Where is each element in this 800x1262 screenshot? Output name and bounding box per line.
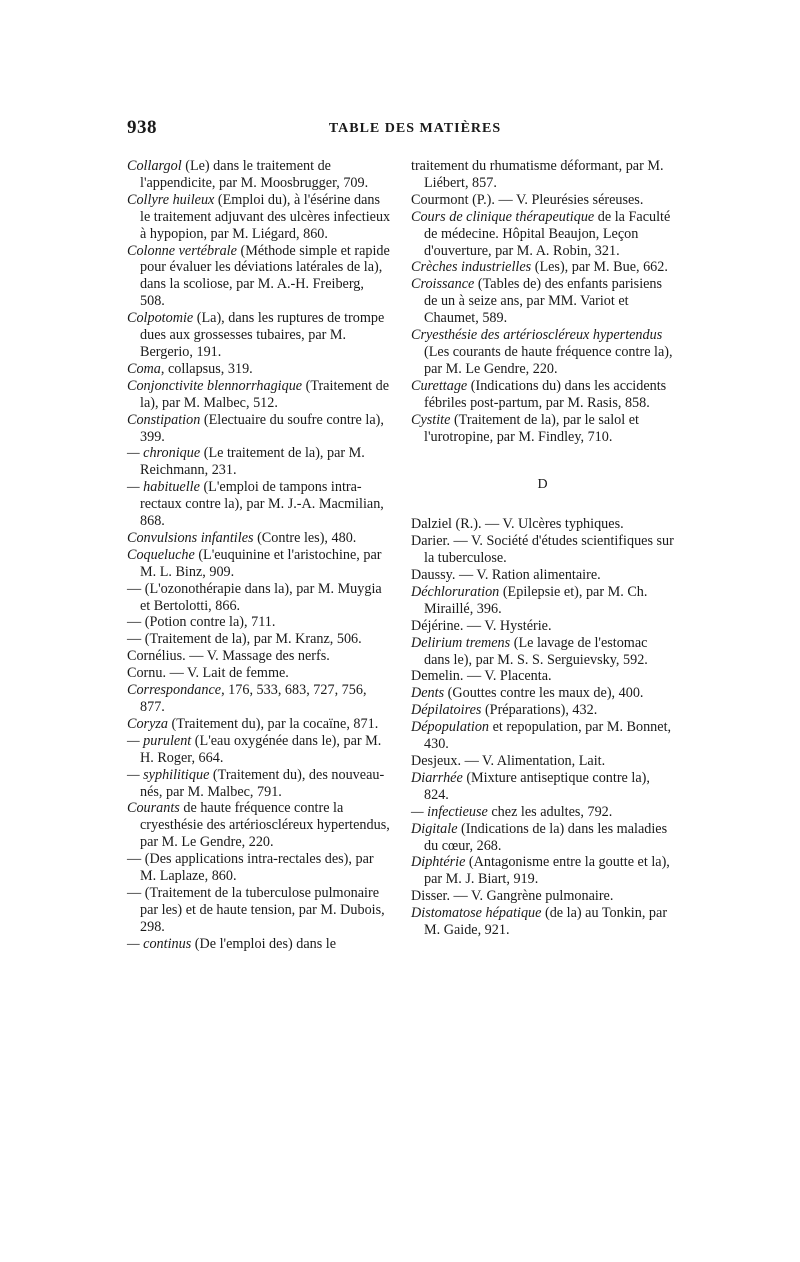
- index-entry: [411, 259, 674, 276]
- index-entry: [411, 276, 674, 327]
- entry-text: (Indications du) dans les accidents fébriles post-partum, par M. Rasis, 858.: [424, 377, 667, 411]
- index-entry: [411, 516, 674, 533]
- entry-heading: Curettage: [411, 377, 468, 394]
- index-entry: [127, 631, 392, 648]
- index-entry: [127, 767, 392, 801]
- entry-text: (Epilepsie et), par M. Ch. Miraillé, 396.: [424, 583, 648, 617]
- entry-text: Daussy. — V. Ration alimentaire.: [411, 567, 601, 584]
- index-entry: [127, 800, 392, 851]
- index-entry: [411, 567, 674, 584]
- entry-text: , collapsus, 319.: [160, 360, 253, 377]
- entry-text: et repopulation, par M. Bonnet, 430.: [424, 719, 672, 753]
- entry-text: chez les adultes, 792.: [487, 803, 613, 820]
- entry-heading: Colonne vertébrale: [127, 242, 237, 259]
- index-entry: [411, 584, 674, 618]
- index-entry: [411, 327, 674, 378]
- right-column-entries-c: [411, 158, 674, 445]
- index-entry: [127, 885, 392, 936]
- index-entry: [411, 533, 674, 567]
- entry-text: (Les), par M. Bue, 662.: [531, 259, 668, 276]
- index-entry: [411, 685, 674, 702]
- index-entry: [411, 719, 674, 753]
- entry-text: (Electuaire du soufre contre la), 399.: [140, 411, 384, 445]
- entry-text: (Antagonisme entre la goutte et la), par M. J. Biart, 919.: [424, 854, 670, 888]
- index-entry: [127, 412, 392, 446]
- entry-text: (Méthode simple et rapide pour évaluer les déviations latérales de la), dans la scoliose, par M. A.-H. Freiberg, 508.: [140, 242, 390, 310]
- entry-text: traitement du rhumatisme déformant, par M. Liébert, 857.: [411, 158, 664, 191]
- index-entry: [127, 158, 392, 192]
- entry-heading: Diarrhée: [411, 769, 463, 786]
- entry-text: (Emploi du), à l'ésérine dans le traitement adjuvant des ulcères infectieux à hypopion, par M. Liégard, 860.: [140, 191, 391, 242]
- index-entry: [411, 702, 674, 719]
- entry-heading: Distomatose hépatique: [411, 905, 542, 922]
- entry-heading: Déchloruration: [411, 583, 500, 600]
- entry-text: (Traitement de la), par le salol et l'urotropine, par M. Findley, 710.: [424, 411, 639, 445]
- entry-text: — (L'ozonothérapie dans la), par M. Muygia et Bertolotti, 866.: [127, 580, 382, 614]
- entry-heading: Collargol: [127, 158, 182, 174]
- entry-text: (Mixture antiseptique contre la), 824.: [424, 769, 650, 803]
- index-entry: [127, 665, 392, 682]
- entry-heading: — syphilitique: [127, 766, 210, 783]
- index-entry: [127, 378, 392, 412]
- entry-text: Courmont (P.). — V. Pleurésies séreuses.: [411, 191, 644, 208]
- entry-text: Darier. — V. Société d'études scientifiques sur la tuberculose.: [411, 533, 674, 567]
- entry-text: (L'eau oxygénée dans le), par M. H. Roger, 664.: [140, 732, 382, 766]
- entry-heading: — habituelle: [127, 479, 200, 496]
- entry-text: (Traitement du), par la cocaïne, 871.: [168, 715, 379, 732]
- entry-text: — (Traitement de la tuberculose pulmonaire par les) et de haute tension, par M. Dubois, 298.: [127, 884, 385, 935]
- entry-text: (Tables de) des enfants parisiens de un à seize ans, par MM. Variot et Chaumet, 589.: [424, 276, 663, 327]
- entry-heading: Colpotomie: [127, 310, 194, 327]
- index-entry: [411, 770, 674, 804]
- left-column: [127, 158, 392, 953]
- index-entry: [127, 547, 392, 581]
- index-entry: [411, 821, 674, 855]
- entry-text: (Indications de la) dans les maladies du cœur, 268.: [424, 820, 668, 854]
- entry-text: Desjeux. — V. Alimentation, Lait.: [411, 753, 606, 769]
- index-entry: [127, 716, 392, 733]
- entry-text: Cornu. — V. Lait de femme.: [127, 665, 289, 682]
- page-number: 938: [127, 117, 157, 138]
- entry-heading: Croissance: [411, 276, 475, 293]
- entry-text: (La), dans les ruptures de trompe dues aux grossesses tubaires, par M. Bergerio, 191.: [140, 310, 385, 360]
- entry-heading: Convulsions infantiles: [127, 529, 254, 546]
- entry-text: (Le) dans le traitement de l'appendicite, par M. Moosbrugger, 709.: [140, 158, 369, 191]
- index-entry: [411, 888, 674, 905]
- running-title: TABLE DES MATIÈRES: [328, 121, 502, 136]
- entry-heading: Crèches industrielles: [411, 259, 532, 276]
- index-entry: [411, 753, 674, 770]
- index-entry: [411, 209, 674, 260]
- index-entry: [411, 412, 674, 446]
- entry-text: — (Traitement de la), par M. Kranz, 506.: [127, 631, 362, 648]
- entry-heading: Courants: [127, 800, 180, 817]
- entry-heading: Coryza: [127, 715, 168, 732]
- entry-heading: Cours de clinique thérapeutique: [411, 208, 595, 225]
- index-entry: [127, 648, 392, 665]
- entry-text: (L'euquinine et l'aristochine, par M. L. Binz, 909.: [140, 546, 382, 580]
- entry-text: (Les courants de haute fréquence contre la), par M. Le Gendre, 220.: [424, 343, 673, 377]
- entry-text: (Le lavage de l'estomac dans le), par M. S. S. Serguievsky, 592.: [424, 634, 648, 668]
- index-entry: [127, 361, 392, 378]
- entry-text: Disser. — V. Gangrène pulmonaire.: [411, 888, 614, 905]
- index-entry: [411, 192, 674, 209]
- index-entry: [411, 668, 674, 685]
- index-entry: [411, 618, 674, 635]
- entry-text: — (Potion contre la), 711.: [127, 614, 276, 631]
- right-column: [411, 158, 674, 939]
- index-entry: [127, 310, 392, 361]
- index-entry: [127, 936, 392, 953]
- index-entry: [127, 192, 392, 243]
- index-entry: [127, 733, 392, 767]
- entry-heading: Cryesthésie des artérioscléreux hypertendus: [411, 327, 663, 344]
- entry-text: (Gouttes contre les maux de), 400.: [444, 685, 644, 702]
- entry-heading: Digitale: [411, 820, 458, 837]
- index-entry: [127, 581, 392, 615]
- entry-text: (De l'emploi des) dans le: [191, 935, 337, 952]
- index-entry: [411, 905, 674, 939]
- entry-text: (de la) au Tonkin, par M. Gaide, 921.: [424, 905, 668, 939]
- entry-heading: — continus: [127, 935, 192, 952]
- index-entry: [127, 530, 392, 547]
- index-entry: [127, 445, 392, 479]
- entry-heading: Dents: [411, 685, 445, 702]
- entry-heading: Correspondance: [127, 682, 222, 699]
- entry-text: (Traitement du), des nouveau-nés, par M. Malbec, 791.: [140, 766, 385, 800]
- index-entry: [127, 479, 392, 530]
- entry-text: de la Faculté de médecine. Hôpital Beaujon, Leçon d'ouverture, par M. A. Robin, 321.: [424, 208, 671, 259]
- entry-heading: Coma: [127, 360, 161, 377]
- entry-text: (Traitement de la), par M. Malbec, 512.: [140, 377, 390, 411]
- index-entry: [411, 804, 674, 821]
- entry-text: (Préparations), 432.: [481, 702, 598, 719]
- index-entry: [127, 243, 392, 311]
- entry-heading: Diphtérie: [411, 854, 466, 871]
- index-entry: [411, 158, 674, 192]
- index-entry: [127, 614, 392, 631]
- index-entry: [127, 851, 392, 885]
- entry-text: Dalziel (R.). — V. Ulcères typhiques.: [411, 516, 624, 533]
- index-entry: [411, 854, 674, 888]
- entry-text: Cornélius. — V. Massage des nerfs.: [127, 648, 330, 665]
- entry-text: Demelin. — V. Placenta.: [411, 668, 552, 685]
- entry-text: de haute fréquence contre la cryesthésie des artérioscléreux hypertendus, par M. Le Gendre, 220.: [140, 800, 390, 851]
- entry-text: Déjérine. — V. Hystérie.: [411, 617, 552, 634]
- entry-text: — (Des applications intra-rectales des), par M. Laplaze, 860.: [127, 851, 374, 885]
- entry-heading: — purulent: [127, 732, 192, 749]
- entry-heading: Cystite: [411, 411, 451, 428]
- entry-heading: Coqueluche: [127, 546, 195, 563]
- entry-heading: Dépilatoires: [411, 702, 482, 719]
- entry-heading: Collyre huileux: [127, 191, 215, 208]
- entry-heading: — chronique: [127, 445, 201, 462]
- entry-heading: Dépopulation: [411, 719, 490, 736]
- entry-heading: Constipation: [127, 411, 201, 428]
- index-entry: [411, 635, 674, 669]
- entry-heading: — infectieuse: [411, 803, 488, 820]
- entry-heading: Delirium tremens: [411, 634, 511, 651]
- entry-text: (L'emploi de tampons intra-rectaux contre la), par M. J.-A. Macmilian, 868.: [140, 479, 384, 530]
- right-column-entries-d: [411, 516, 674, 939]
- entry-text: , 176, 533, 683, 727, 756, 877.: [140, 682, 367, 715]
- index-entry: [127, 682, 392, 716]
- entry-text: (Contre les), 480.: [253, 529, 357, 546]
- entry-text: (Le traitement de la), par M. Reichmann, 231.: [140, 445, 365, 479]
- section-letter: D: [537, 477, 548, 493]
- index-entry: [411, 378, 674, 412]
- entry-heading: Conjonctivite blennorrhagique: [127, 377, 303, 394]
